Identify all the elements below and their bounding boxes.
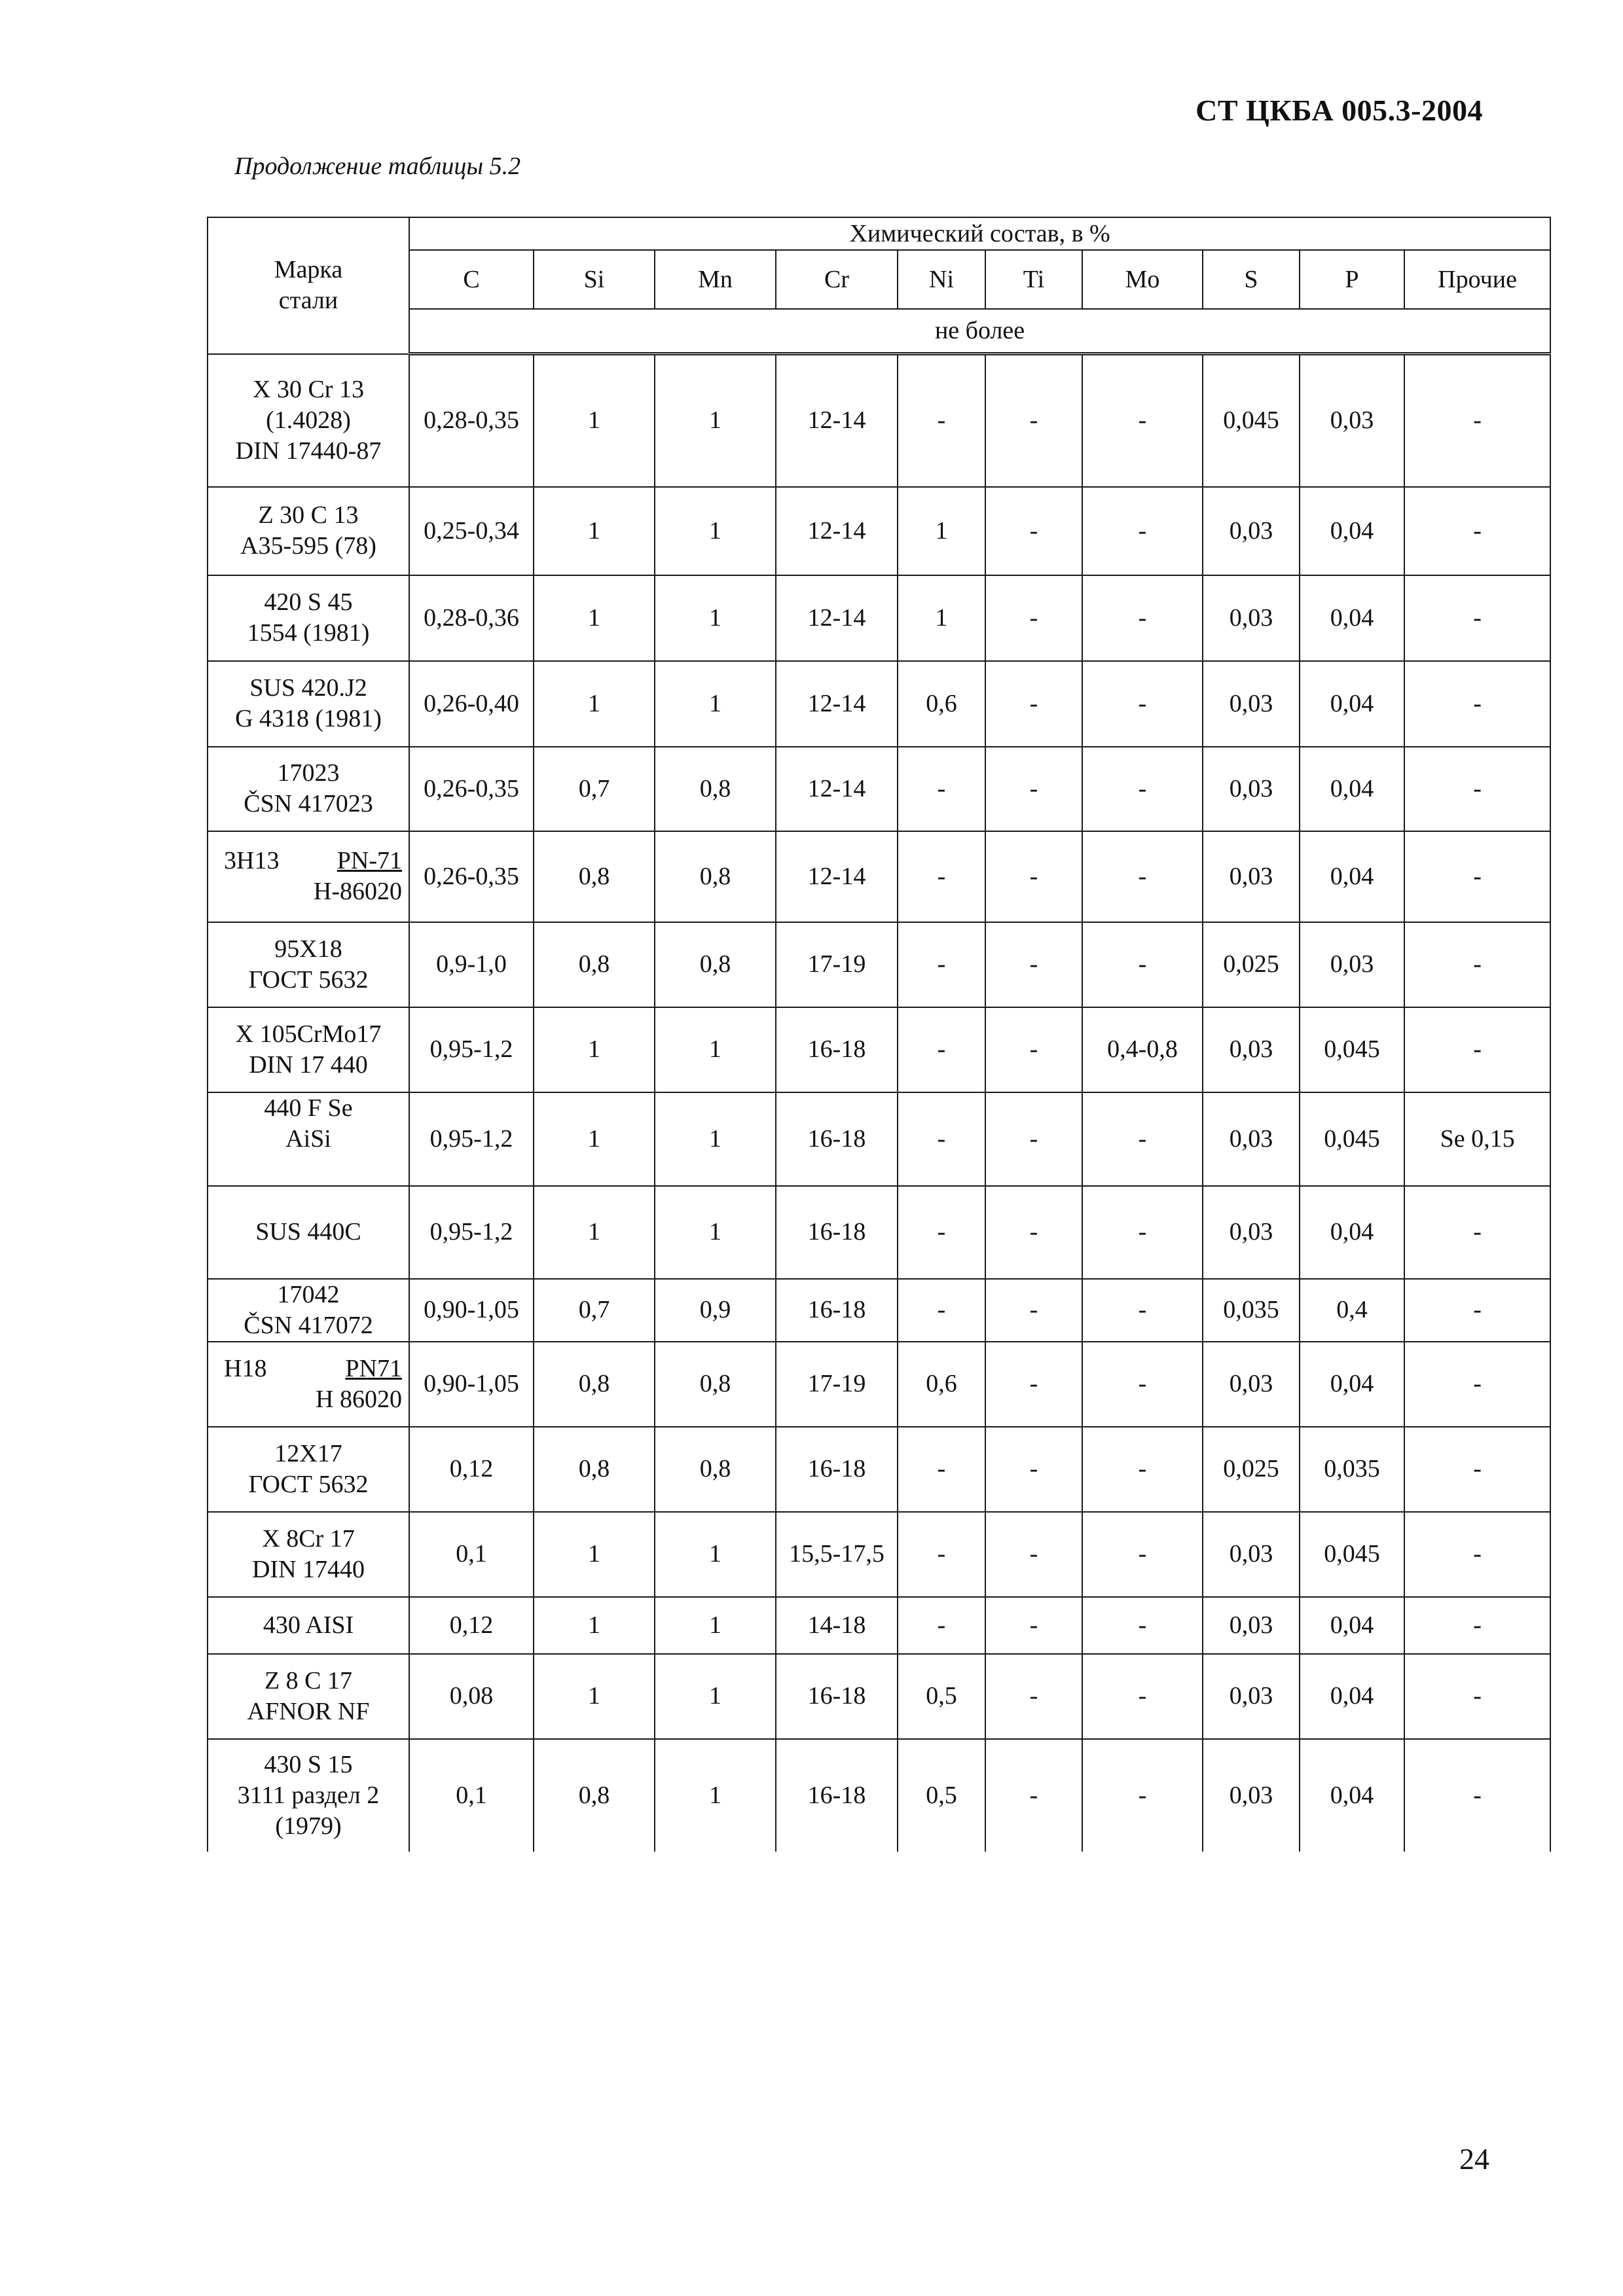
composition-value-cell: - (1082, 1342, 1203, 1427)
composition-value-cell: Se 0,15 (1404, 1092, 1550, 1186)
composition-value-cell: 0,5 (898, 1654, 985, 1739)
composition-value-cell: 17-19 (776, 1342, 898, 1427)
column-header: Cr (776, 250, 898, 309)
composition-value-cell: 0,045 (1300, 1092, 1404, 1186)
composition-value-cell: 16-18 (776, 1186, 898, 1279)
composition-value-cell: - (1082, 922, 1203, 1007)
composition-value-cell: 0,8 (534, 1739, 655, 1852)
steel-grade-cell (208, 831, 409, 922)
composition-value-cell: 0,8 (534, 1427, 655, 1512)
composition-value-cell: 16-18 (776, 1279, 898, 1342)
composition-value-cell: 0,04 (1300, 661, 1404, 747)
grade-line: DIN 17440-87 (235, 437, 382, 465)
composition-value-cell: 0,28-0,35 (409, 354, 534, 487)
composition-value-cell: 0,8 (655, 831, 776, 922)
composition-value-cell: - (985, 922, 1082, 1007)
composition-value-cell: - (1082, 1597, 1203, 1654)
grade-line: DIN 17440 (251, 1555, 365, 1583)
composition-value-cell: 0,03 (1203, 1186, 1300, 1279)
composition-value-cell: 0,4 (1300, 1279, 1404, 1342)
composition-value-cell: 0,035 (1203, 1279, 1300, 1342)
composition-value-cell: 1 (898, 487, 985, 575)
composition-group-header: Химический состав, в % (409, 217, 1550, 250)
composition-value-cell: 0,8 (655, 1427, 776, 1512)
composition-value-cell: 0,6 (898, 661, 985, 747)
grade-line: 430 S 15 (264, 1750, 353, 1778)
composition-value-cell: 1 (655, 487, 776, 575)
composition-value-cell: - (1404, 1342, 1550, 1427)
composition-value-cell: 0,9-1,0 (409, 922, 534, 1007)
composition-value-cell: - (985, 1739, 1082, 1852)
grade-line: SUS 420.J2 (249, 674, 367, 702)
composition-value-cell: - (985, 1654, 1082, 1739)
composition-value-cell: 0,8 (655, 922, 776, 1007)
composition-value-cell: - (1082, 487, 1203, 575)
grade-line: 430 AISI (263, 1611, 354, 1639)
composition-value-cell: 12-14 (776, 487, 898, 575)
composition-value-cell: - (898, 354, 985, 487)
grade-standard-part: H18 (224, 1354, 267, 1382)
composition-value-cell: 0,045 (1300, 1512, 1404, 1597)
grade-line: Z 30 C 13 (258, 501, 359, 529)
composition-value-cell: 0,03 (1203, 1654, 1300, 1739)
grade-standard-part: 3H13 (224, 847, 280, 874)
grade-line: 17023 (277, 759, 340, 787)
limit-note: не более (409, 309, 1550, 354)
table-row (208, 747, 1550, 831)
grade-column-header (208, 217, 409, 354)
composition-value-cell: 17-19 (776, 922, 898, 1007)
composition-value-cell: 1 (534, 1512, 655, 1597)
composition-value-cell: 0,8 (534, 831, 655, 922)
composition-value-cell: 1 (655, 1186, 776, 1279)
grade-line: 95X18 (274, 935, 342, 963)
composition-value-cell: 0,03 (1203, 1092, 1300, 1186)
composition-value-cell: 1 (534, 1597, 655, 1654)
grade-line: ГОСТ 5632 (248, 1470, 369, 1498)
composition-value-cell: 0,1 (409, 1512, 534, 1597)
composition-value-cell: 1 (898, 575, 985, 661)
grade-standard-part: H 86020 (316, 1385, 402, 1413)
composition-value-cell: 0,03 (1203, 747, 1300, 831)
composition-value-cell: 15,5-17,5 (776, 1512, 898, 1597)
composition-value-cell: 0,04 (1300, 1342, 1404, 1427)
composition-value-cell: - (985, 661, 1082, 747)
composition-value-cell: 0,95-1,2 (409, 1007, 534, 1092)
composition-value-cell: 0,03 (1203, 1512, 1300, 1597)
composition-value-cell: 1 (534, 354, 655, 487)
composition-value-cell: 1 (534, 1007, 655, 1092)
column-header: S (1203, 250, 1300, 309)
composition-value-cell: - (985, 831, 1082, 922)
composition-value-cell: 16-18 (776, 1092, 898, 1186)
table-row (208, 922, 1550, 1007)
grade-line: ČSN 417072 (244, 1311, 373, 1339)
grade-line: AiSi (285, 1124, 331, 1153)
composition-value-cell: 0,03 (1300, 354, 1404, 487)
composition-value-cell: 0,4-0,8 (1082, 1007, 1203, 1092)
composition-value-cell: 0,1 (409, 1739, 534, 1852)
document-code: СТ ЦКБА 005.3-2004 (1195, 94, 1483, 127)
composition-value-cell: 0,045 (1300, 1007, 1404, 1092)
grade-line: (1.4028) (266, 406, 351, 434)
composition-value-cell: 1 (534, 575, 655, 661)
steel-grade-cell (208, 1279, 409, 1342)
composition-value-cell: 0,8 (534, 922, 655, 1007)
composition-value-cell: 0,26-0,35 (409, 831, 534, 922)
column-header: Si (534, 250, 655, 309)
composition-value-cell: - (898, 1007, 985, 1092)
table-row (208, 831, 1550, 922)
table-row (208, 575, 1550, 661)
composition-value-cell: 1 (534, 661, 655, 747)
composition-value-cell: 0,7 (534, 747, 655, 831)
composition-value-cell: - (898, 747, 985, 831)
column-header: Ti (985, 250, 1082, 309)
grade-line: 17042 (277, 1280, 340, 1308)
composition-value-cell: - (1082, 1279, 1203, 1342)
composition-value-cell: 0,12 (409, 1427, 534, 1512)
steel-grade-cell (208, 487, 409, 575)
column-header: Прочие (1404, 250, 1550, 309)
composition-value-cell: 12-14 (776, 661, 898, 747)
composition-value-cell: - (1404, 1279, 1550, 1342)
composition-value-cell: 0,95-1,2 (409, 1092, 534, 1186)
table-row (208, 1186, 1550, 1279)
composition-value-cell: 1 (655, 1512, 776, 1597)
composition-value-cell: - (898, 1597, 985, 1654)
grade-standard-part: PN-71 (337, 847, 402, 874)
composition-value-cell: 1 (655, 1092, 776, 1186)
page-number: 24 (1459, 2142, 1489, 2176)
steel-grade-cell (208, 1092, 409, 1186)
composition-value-cell: 0,25-0,34 (409, 487, 534, 575)
composition-value-cell: - (1404, 1654, 1550, 1739)
table-row (208, 1279, 1550, 1342)
composition-value-cell: 0,26-0,40 (409, 661, 534, 747)
composition-value-cell: 16-18 (776, 1427, 898, 1512)
composition-value-cell: - (1404, 575, 1550, 661)
composition-value-cell: 0,03 (1203, 661, 1300, 747)
composition-value-cell: - (985, 354, 1082, 487)
column-header: P (1300, 250, 1404, 309)
composition-value-cell: 0,04 (1300, 1654, 1404, 1739)
composition-value-cell: - (898, 922, 985, 1007)
composition-value-cell: 1 (655, 1007, 776, 1092)
composition-value-cell: 0,12 (409, 1597, 534, 1654)
table-row (208, 1427, 1550, 1512)
grade-line: DIN 17 440 (249, 1050, 368, 1079)
composition-value-cell: - (985, 1427, 1082, 1512)
grade-line: SUS 440C (255, 1218, 361, 1246)
composition-value-cell: - (985, 1092, 1082, 1186)
steel-grade-cell (208, 1739, 409, 1852)
composition-value-cell: 1 (534, 1654, 655, 1739)
composition-value-cell: - (985, 1512, 1082, 1597)
table-row (208, 1739, 1550, 1852)
grade-line: X 8Cr 17 (262, 1524, 355, 1552)
grade-line: X 30 Cr 13 (253, 375, 364, 403)
grade-line: 3111 раздел 2 (237, 1781, 380, 1809)
composition-value-cell: 1 (655, 575, 776, 661)
composition-value-cell: - (1082, 747, 1203, 831)
composition-value-cell: - (1082, 661, 1203, 747)
composition-value-cell: - (985, 1597, 1082, 1654)
composition-value-cell: - (1404, 354, 1550, 487)
composition-value-cell: - (1404, 922, 1550, 1007)
steel-grade-cell (208, 1427, 409, 1512)
composition-value-cell: 0,04 (1300, 1597, 1404, 1654)
grade-line: A35-595 (78) (240, 532, 376, 560)
composition-value-cell: 1 (655, 1739, 776, 1852)
composition-value-cell: 1 (655, 1597, 776, 1654)
composition-value-cell: 16-18 (776, 1007, 898, 1092)
composition-value-cell: 12-14 (776, 831, 898, 922)
composition-value-cell: - (1082, 831, 1203, 922)
composition-value-cell: - (898, 831, 985, 922)
grade-line: 1554 (1981) (247, 619, 370, 647)
composition-value-cell: - (1404, 1427, 1550, 1512)
steel-grade-cell (208, 1512, 409, 1597)
table-row (208, 1512, 1550, 1597)
composition-value-cell: 0,03 (1203, 1739, 1300, 1852)
table-row (208, 1007, 1550, 1092)
steel-grade-cell (208, 354, 409, 487)
column-header: Ni (898, 250, 985, 309)
composition-value-cell: 1 (655, 1654, 776, 1739)
composition-value-cell: 0,03 (1300, 922, 1404, 1007)
composition-value-cell: - (985, 1342, 1082, 1427)
composition-value-cell: 0,025 (1203, 922, 1300, 1007)
composition-value-cell: 0,03 (1203, 487, 1300, 575)
composition-value-cell: - (1404, 1007, 1550, 1092)
composition-value-cell: - (1082, 1092, 1203, 1186)
steel-grade-cell (208, 1007, 409, 1092)
chemical-composition-table (207, 217, 1551, 1852)
composition-value-cell: - (985, 487, 1082, 575)
grade-line (211, 1155, 406, 1185)
composition-value-cell: - (1082, 1512, 1203, 1597)
composition-value-cell: 0,035 (1300, 1427, 1404, 1512)
grade-line: 440 F Se (264, 1094, 353, 1122)
composition-value-cell: 0,28-0,36 (409, 575, 534, 661)
grade-line: ČSN 417023 (244, 790, 373, 817)
composition-value-cell: - (1404, 1512, 1550, 1597)
composition-value-cell: 0,8 (655, 747, 776, 831)
steel-grade-cell (208, 747, 409, 831)
composition-value-cell: - (1082, 1654, 1203, 1739)
grade-line: AFNOR NF (247, 1697, 370, 1725)
composition-value-cell: - (985, 1007, 1082, 1092)
composition-value-cell: 0,8 (534, 1342, 655, 1427)
composition-value-cell: 14-18 (776, 1597, 898, 1654)
composition-value-cell: 0,90-1,05 (409, 1342, 534, 1427)
composition-value-cell: 0,6 (898, 1342, 985, 1427)
grade-standard-part: PN71 (345, 1354, 402, 1382)
steel-grade-cell (208, 1597, 409, 1654)
composition-value-cell: 0,04 (1300, 831, 1404, 922)
composition-value-cell: 0,08 (409, 1654, 534, 1739)
grade-line: 12X17 (274, 1439, 342, 1467)
composition-value-cell: 0,03 (1203, 575, 1300, 661)
composition-value-cell: 12-14 (776, 354, 898, 487)
composition-value-cell: 12-14 (776, 575, 898, 661)
table-row (208, 661, 1550, 747)
composition-value-cell: 0,8 (655, 1342, 776, 1427)
composition-value-cell: 0,9 (655, 1279, 776, 1342)
composition-value-cell: 0,03 (1203, 1597, 1300, 1654)
composition-value-cell: 0,26-0,35 (409, 747, 534, 831)
composition-value-cell: 12-14 (776, 747, 898, 831)
grade-line: Z 8 C 17 (264, 1666, 353, 1695)
steel-grade-cell (208, 1186, 409, 1279)
grade-header-line: стали (278, 287, 338, 315)
composition-value-cell: - (898, 1092, 985, 1186)
table-caption: Продолжение таблицы 5.2 (234, 152, 521, 180)
composition-value-cell: 16-18 (776, 1654, 898, 1739)
composition-value-cell: - (1404, 831, 1550, 922)
table-row (208, 1597, 1550, 1654)
composition-value-cell: - (898, 1427, 985, 1512)
composition-value-cell: 0,03 (1203, 1342, 1300, 1427)
composition-value-cell: - (898, 1186, 985, 1279)
composition-value-cell: - (1404, 1597, 1550, 1654)
table-row (208, 1654, 1550, 1739)
composition-value-cell: - (898, 1279, 985, 1342)
composition-value-cell: 0,5 (898, 1739, 985, 1852)
grade-standard-part: H-86020 (313, 878, 402, 905)
table-row (208, 354, 1550, 487)
composition-value-cell: - (1082, 575, 1203, 661)
steel-grade-cell (208, 575, 409, 661)
composition-value-cell: 1 (534, 1092, 655, 1186)
composition-value-cell: - (1404, 747, 1550, 831)
composition-value-cell: - (1404, 661, 1550, 747)
composition-value-cell: - (1404, 1739, 1550, 1852)
composition-value-cell: 0,025 (1203, 1427, 1300, 1512)
steel-grade-cell (208, 1654, 409, 1739)
column-header: C (409, 250, 534, 309)
column-header: Mn (655, 250, 776, 309)
composition-value-cell: - (985, 1186, 1082, 1279)
composition-value-cell: 0,95-1,2 (409, 1186, 534, 1279)
composition-value-cell: - (1082, 1427, 1203, 1512)
steel-grade-cell (208, 661, 409, 747)
composition-value-cell: 0,04 (1300, 1186, 1404, 1279)
composition-value-cell: - (1082, 354, 1203, 487)
composition-value-cell: 16-18 (776, 1739, 898, 1852)
composition-value-cell: - (1082, 1739, 1203, 1852)
composition-value-cell: - (898, 1512, 985, 1597)
grade-line: 420 S 45 (264, 588, 353, 616)
grade-standard-fraction (211, 846, 406, 907)
column-header: Mo (1082, 250, 1203, 309)
composition-value-cell: 0,03 (1203, 831, 1300, 922)
composition-value-cell: 0,045 (1203, 354, 1300, 487)
table-row (208, 487, 1550, 575)
composition-value-cell: 0,7 (534, 1279, 655, 1342)
grade-standard-fraction (211, 1354, 406, 1415)
table-row (208, 1342, 1550, 1427)
grade-line: X 105CrMo17 (235, 1020, 382, 1048)
grade-line: (1979) (275, 1812, 342, 1840)
composition-value-cell: 0,03 (1203, 1007, 1300, 1092)
composition-value-cell: 1 (534, 487, 655, 575)
steel-grade-cell (208, 922, 409, 1007)
composition-value-cell: 0,04 (1300, 747, 1404, 831)
composition-value-cell: - (985, 575, 1082, 661)
composition-value-cell: - (1082, 1186, 1203, 1279)
composition-value-cell: 0,04 (1300, 1739, 1404, 1852)
composition-value-cell: 1 (534, 1186, 655, 1279)
table-row (208, 1092, 1550, 1186)
grade-header-line: Марка (274, 256, 343, 284)
composition-value-cell: 1 (655, 661, 776, 747)
composition-value-cell: 1 (655, 354, 776, 487)
composition-value-cell: - (985, 1279, 1082, 1342)
composition-value-cell: 0,04 (1300, 575, 1404, 661)
grade-line: ГОСТ 5632 (248, 965, 369, 994)
composition-value-cell: 0,90-1,05 (409, 1279, 534, 1342)
composition-value-cell: - (985, 747, 1082, 831)
grade-line: G 4318 (1981) (235, 705, 382, 732)
composition-value-cell: - (1404, 1186, 1550, 1279)
composition-value-cell: 0,04 (1300, 487, 1404, 575)
composition-value-cell: - (1404, 487, 1550, 575)
steel-grade-cell (208, 1342, 409, 1427)
